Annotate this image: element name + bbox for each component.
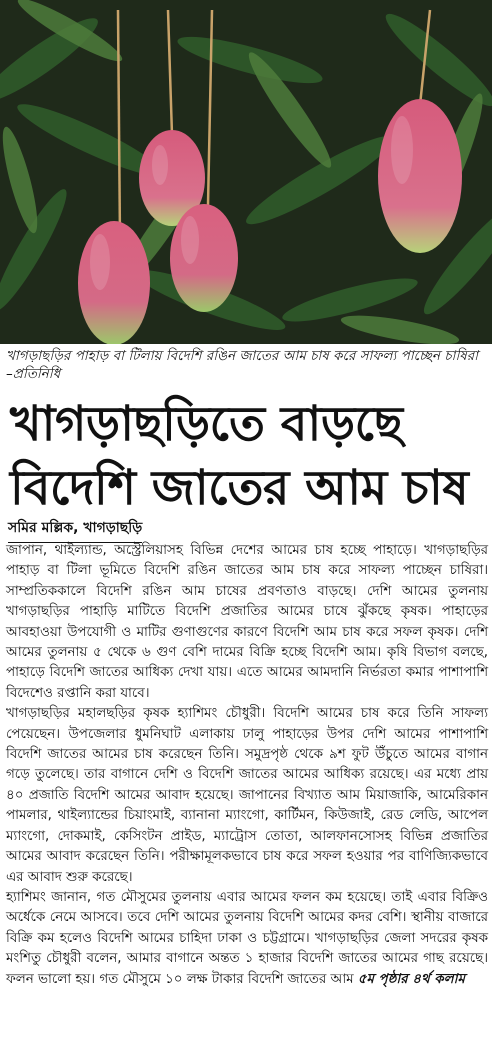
article-paragraph: খাগড়াছড়ির মহালছড়ির কৃষক হ্যাশিমং চৌধুরী। বিদেশি আমের চাষ করে তিনি সাফল্য পেয়েছেন। উপজেলার ধুমনিঘাট এলাকায় ঢালু পাহাড়ের উপর দেশি আমের পাশাপাশি বিদেশি জাতের আমের চাষ করেছেন তিনি। সমুদ্রপৃষ্ঠ থেকে ৯শ ফুট উঁচুতে আমের বাগান গড়ে তুলেছে। তার বাগানে দেশি ও বিদেশি জাতের আমের আধিক্য রয়েছে। এর মধ্যে প্রায় ৪০ প্রজাতি বিদেশি আমের আবাদ হয়েছে। জাপানের বিখ্যাত আম মিয়াজাকি, আমেরিকান পামলার, থাইল্যান্ডের চিয়াংমাই, ব্যানানা ম্যাংগো, কার্টিমন, কিউজাই, রেড লেডি, আপেল ম্যাংগো, দোকমাই, কেসিংটন প্রাইড, ম্যাট্রোস তোতা, আলফানসোসহ বিভিন্ন প্রজাতির আমের আবাদ করেছেন তিনি। পরীক্ষামূলকভাবে চাষ করে সফল হওয়ার পর বাণিজ্যিকভাবে এর আবাদ শুরু করেছে। xyxy=(6,706,488,885)
caption-text: খাগড়াছড়ির পাহাড় বা টিলায় বিদেশি রঙিন জাতের আম চাষ করে সাফল্য পাচ্ছেন চাষিরা xyxy=(6,348,479,364)
article-paragraph: জাপান, থাইল্যান্ড, অস্ট্রেলিয়াসহ বিভিন্ন দেশের আমের চাষ হচ্ছে পাহাড়ে। খাগড়াছড়ির পাহাড় বা টিলা ভূমিতে বিদেশি রঙিন জাতের আম চাষ করে সাফল্য পাচ্ছেন চাষিরা। সাম্প্রতিককালে বিদেশি রঙিন আম চাষের প্রবণতাও বাড়ছে। দেশি আমের তুলনায় খাগড়াছড়ির পাহাড়ি মাটিতে বিদেশি প্রজাতির আমের চাষে ঝুঁকছে কৃষক। পাহাড়ের আবহাওয়া উপযোগী ও মাটির গুণাগুণের কারণে বিদেশি আম চাষ করে সফল কৃষক। দেশি আমের তুলনায় ৫ থেকে ৬ গুণ বেশি দামের বিক্রি হচ্ছে বিদেশি আম। কৃষি বিভাগ বলছে, পাহাড়ে বিদেশি জাতের আধিক্য দেখা যায়। এতে আমের আমদানি নির্ভরতা কমার পাশাপাশি বিদেশেও রপ্তানি করা যাবে। xyxy=(6,543,488,701)
byline: সমির মল্লিক, খাগড়াছড়ি xyxy=(8,516,142,543)
caption-credit: –প্রতিনিধি xyxy=(6,366,61,382)
mango-tree-icon xyxy=(0,0,492,344)
article-paragraph xyxy=(6,888,488,990)
photo-caption xyxy=(6,347,486,383)
mango-photo xyxy=(0,0,492,344)
headline xyxy=(10,392,486,520)
article-body xyxy=(6,541,488,990)
continuation-link[interactable]: ৫ম পৃষ্ঠার ৪র্থ কলাম xyxy=(357,971,465,987)
headline-line-2: বিদেশি জাতের আম চাষ xyxy=(10,460,469,516)
headline-line-1: খাগড়াছড়িতে বাড়ছে xyxy=(10,396,403,452)
article-paragraph-text: হ্যাশিমং জানান, গত মৌসুমের তুলনায় এবার আমের ফলন কম হয়েছে। তাই এবার বিক্রিও অর্ধেকে নেমে আসবে। তবে দেশি আমের তুলনায় বিদেশি আমের কদর বেশি। স্থানীয় বাজারে বিক্রি কম হলেও বিদেশি আমের চাহিদা ঢাকা ও চট্টগ্রামে। খাগড়াছড়ির জেলা সদরের কৃষক মংশিতু চৌধুরী বলেন, আমার বাগানে অন্তত ১ হাজার বিদেশি জাতের আমের গাছ রয়েছে। ফলন ভালো হয়। গত মৌসুমে ১০ লক্ষ টাকার বিদেশি জাতের আম xyxy=(6,889,488,987)
